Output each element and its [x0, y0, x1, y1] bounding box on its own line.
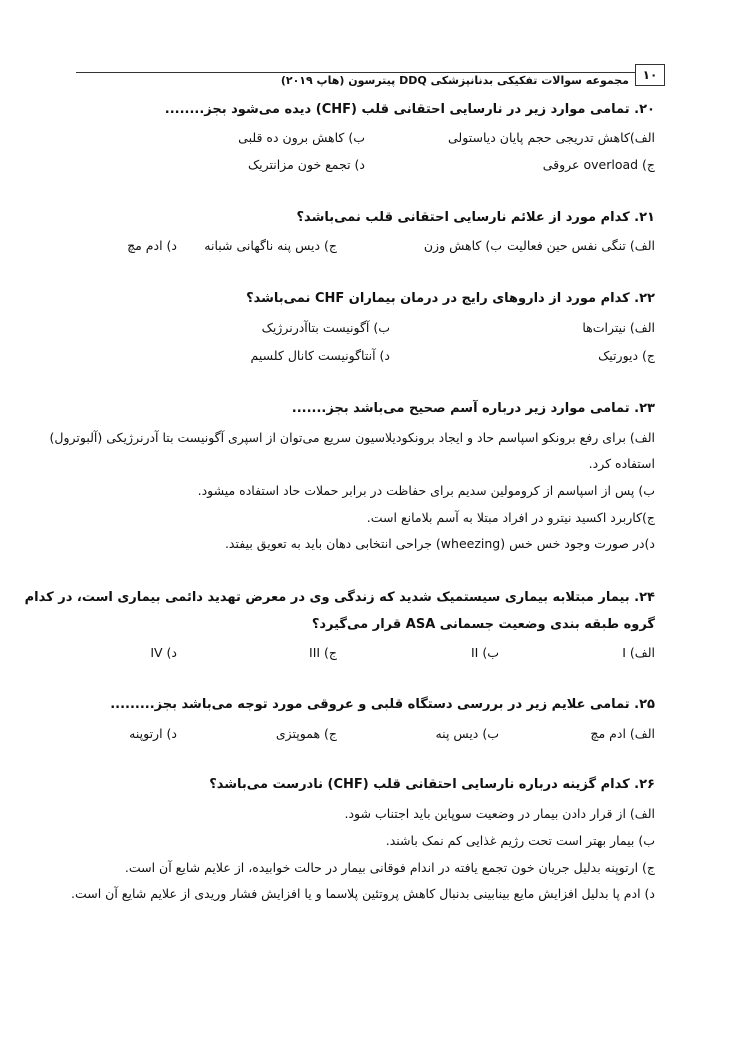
q25-option-a: الف) ادم مچ [590, 726, 655, 741]
q20-option-b: ب) کاهش برون ده قلبی [238, 130, 365, 145]
q21-option-b: ب) کاهش وزن [423, 238, 502, 253]
q26-option-a: الف) از قرار دادن بیمار در وضعیت سوپاین باید اجتناب شود. [344, 806, 655, 821]
header-rule [76, 72, 665, 73]
question-24-cont: گروه طبقه بندی وضعیت جسمانی ASA قرار می‌گیرد؟ [311, 617, 655, 632]
q20-option-c: ج) overload عروقی [542, 157, 655, 172]
question-21: ۲۱. کدام مورد از علائم نارسایی احتقانی قلب نمی‌باشد؟ [296, 210, 655, 225]
q23-option-a-cont: استفاده کرد. [588, 456, 655, 471]
q24-option-c: ج) III [309, 645, 337, 660]
q24-option-b: ب) II [471, 645, 499, 660]
q23-option-b: ب) پس از اسپاسم از کرومولین سدیم برای حفاظت در برابر حملات حاد استفاده میشود. [197, 483, 655, 498]
question-26: ۲۶. کدام گزینه درباره نارسایی احتقانی قلب (CHF) نادرست می‌باشد؟ [209, 777, 655, 792]
q21-option-c: ج) دیس پنه ناگهانی شبانه [204, 238, 337, 253]
q20-option-a: الف)کاهش تدریجی حجم پایان دیاستولی [448, 130, 655, 145]
question-22: ۲۲. کدام مورد از داروهای رایج در درمان بیماران CHF نمی‌باشد؟ [246, 291, 655, 306]
question-25: ۲۵. تمامی علایم زیر در بررسی دستگاه قلبی و عروقی مورد توجه می‌باشد بجز......... [110, 697, 655, 712]
q25-option-b: ب) دیس پنه [435, 726, 499, 741]
question-23: ۲۳. تمامی موارد زیر درباره آسم صحیح می‌باشد بجز....... [291, 401, 655, 416]
q22-option-a: الف) نیترات‌ها [582, 320, 655, 335]
q22-option-b: ب) آگونیست بتاآدرنرژیک [261, 320, 390, 335]
page-number: ۱۰ [635, 64, 665, 86]
q25-option-c: ج) هموپتزی [275, 726, 337, 741]
q23-option-a: الف) برای رفع برونکو اسپاسم حاد و ایجاد برونکودیلاسیون سریع می‌توان از اسپری آگونیست بتا آدرنرژیکی (آلبوترول) [49, 430, 655, 445]
q22-option-d: د) آنتاگونیست کانال کلسیم [250, 348, 390, 363]
q21-option-d: د) ادم مچ [127, 238, 177, 253]
question-20: ۲۰. تمامی موارد زیر در نارسایی احتقانی قلب (CHF) دیده می‌شود بجز........ [164, 102, 655, 117]
q21-option-a: الف) تنگی نفس حین فعالیت [507, 238, 655, 253]
q22-option-c: ج) دیورتیک [598, 348, 655, 363]
q26-option-d: د) ادم پا بدلیل افزایش مایع بینابینی بدنبال کاهش پروتئین پلاسما و یا افزایش فشار وریدی از علایم شایع آن است. [71, 886, 655, 901]
q24-option-a: الف) I [622, 645, 655, 660]
question-24: ۲۴. بیمار مبتلابه بیماری سیستمیک شدید که زندگی وی در معرض تهدید دائمی بیماری است، در کدام [24, 590, 655, 605]
header-title: مجموعه سوالات تفکیکی بدنانپزشکی DDQ پیترسون (هاپ ۲۰۱۹) [280, 74, 629, 87]
q20-option-d: د) تجمع خون مزانتریک [247, 157, 365, 172]
q26-option-b: ب) بیمار بهتر است تحت رژیم غذایی کم نمک باشند. [385, 833, 655, 848]
q23-option-d: د)در صورت وجود خس خس (wheezing) جراحی انتخابی دهان باید به تعویق بیفتد. [224, 536, 655, 551]
q26-option-c: ج) ارتوپنه بدلیل جریان خون تجمع یافته در اندام فوقانی بیمار در حالت خوابیده، از علایم شایع آن است. [124, 860, 655, 875]
page-header [76, 64, 665, 87]
q24-option-d: د) IV [150, 645, 177, 660]
q23-option-c: ج)کاربرد اکسید نیترو در افراد مبتلا به آسم بلامانع است. [366, 510, 655, 525]
q25-option-d: د) ارتوپنه [129, 726, 177, 741]
